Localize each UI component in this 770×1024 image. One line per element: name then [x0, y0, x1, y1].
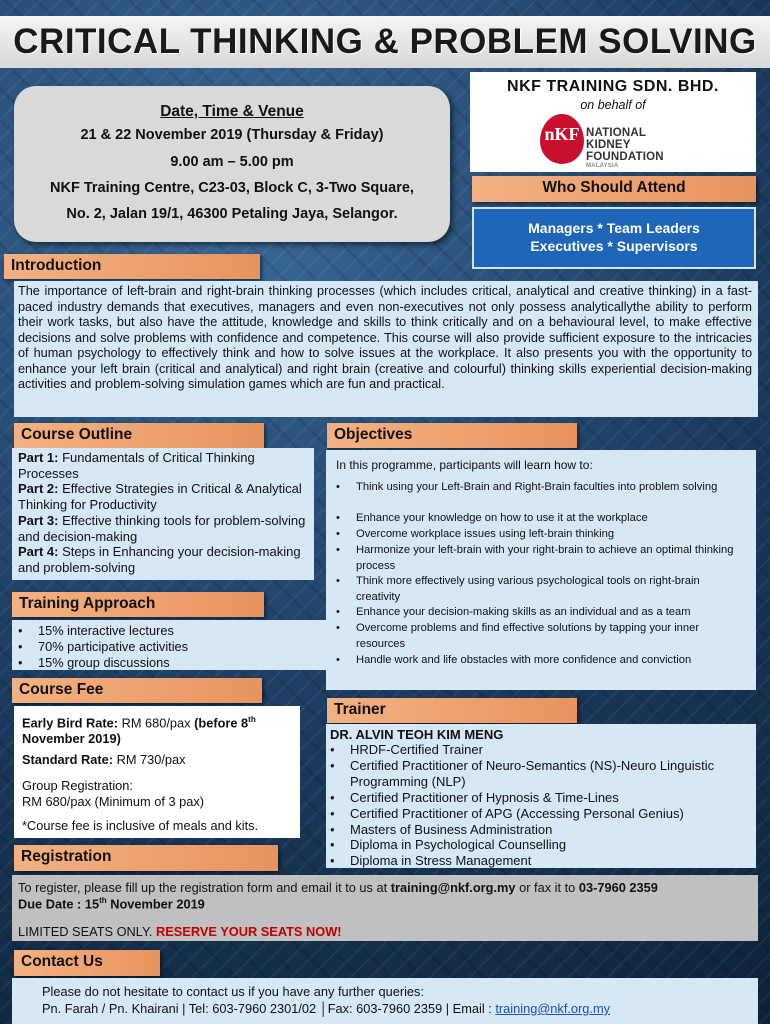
registration-heading: Registration [14, 845, 278, 871]
fee-group-value: RM 680/pax (Minimum of 3 pax) [22, 794, 205, 809]
trainer-name: DR. ALVIN TEOH KIM MENG [330, 727, 504, 742]
outline-part-text: Fundamentals of Critical Thinking Processes [18, 450, 255, 481]
venue-place-line1: NKF Training Centre, C23-03, Block C, 3-Two Square, [50, 180, 414, 196]
venue-dates: 21 & 22 November 2019 (Thursday & Friday) [80, 127, 384, 143]
fee-heading: Course Fee [12, 678, 262, 703]
who-line1: Managers * Team Leaders [528, 220, 700, 236]
outline-heading: Course Outline [14, 423, 264, 448]
contact-line2: Pn. Farah / Pn. Khairani | Tel: 603-7960 2301/02 │Fax: 603-7960 2359 | Email : training@nkf.org.my [42, 1001, 611, 1016]
venue-time: 9.00 am – 5.00 pm [170, 154, 294, 170]
introduction-text: The importance of left-brain and right-brain thinking processes (which includes critical, analytical and creative thinking) in a fast-paced industry demands that executives, managers and even non-executives not only possess analyticallythe ability to perform their work tasks, but also have the attitude, knowledge and skills to think critically and on a behavioural level, to make effective decisions and solve problems with confidence and competence. This course will also provide sufficient exposure to the intricacies of human psychology to effectively think and how to solve issues at the workplace. It also presents you with the opportunity to enhance your left brain (critical and analytical) and right brain (creative and colourful) thinking skills experiential decision-making activities and problem-solving simulation games which are fun and practical. [18, 284, 752, 391]
trainer-heading: Trainer [327, 698, 577, 723]
outline-part-1 [18, 450, 310, 481]
page-title: CRITICAL THINKING & PROBLEM SOLVING [13, 22, 757, 61]
foundation-line3: FOUNDATION [586, 151, 664, 163]
fee-standard: Standard Rate: RM 730/pax [22, 752, 186, 767]
foundation-line1: NATIONAL [586, 127, 647, 139]
outline-part-4 [18, 544, 310, 575]
fee-group-label: Group Registration: [22, 778, 133, 793]
fee-early-bird: Early Bird Rate: RM 680/pax (before 8th November 2019) [22, 715, 256, 747]
objectives-heading: Objectives [327, 423, 577, 448]
nkf-logo-text: nKF [544, 124, 580, 144]
registration-instructions: To register, please fill up the registration form and email it to us at training@nkf.org.my or fax it to 03-7960 2359 [18, 880, 658, 895]
organizer-behalf: on behalf of [580, 98, 646, 112]
registration-limited: LIMITED SEATS ONLY. RESERVE YOUR SEATS NOW! [18, 924, 342, 939]
outline-part-label: Part 2: [18, 481, 59, 496]
outline-part-2 [18, 481, 310, 512]
foundation-line2: KIDNEY [586, 139, 631, 151]
who-heading: Who Should Attend [472, 176, 756, 202]
outline-part-label: Part 1: [18, 450, 59, 465]
contact-heading: Contact Us [14, 950, 160, 976]
registration-email[interactable]: training@nkf.org.my [390, 880, 516, 895]
introduction-heading: Introduction [4, 254, 260, 279]
outline-part-text: Effective thinking tools for problem-solving and decision-making [18, 513, 306, 544]
foundation-country: MALAYSIA [586, 163, 619, 169]
outline-part-label: Part 4: [18, 544, 59, 559]
registration-due-date: Due Date : 15th November 2019 [18, 896, 205, 912]
fee-footnote: *Course fee is inclusive of meals and kits. [22, 818, 259, 833]
venue-place-line2: No. 2, Jalan 19/1, 46300 Petaling Jaya, Selangor. [66, 206, 398, 222]
contact-email-link[interactable]: training@nkf.org.my [495, 1001, 611, 1016]
venue-heading: Date, Time & Venue [160, 103, 304, 120]
organizer-name: NKF TRAINING SDN. BHD. [507, 78, 719, 95]
registration-fax: 03-7960 2359 [578, 880, 658, 895]
outline-part-3 [18, 513, 310, 544]
who-line2: Executives * Supervisors [530, 238, 698, 254]
outline-part-text: Effective Strategies in Critical & Analytical Thinking for Productivity [18, 481, 302, 512]
outline-part-label: Part 3: [18, 513, 59, 528]
approach-heading: Training Approach [12, 592, 264, 617]
outline-part-text: Steps in Enhancing your decision-making and problem-solving [18, 544, 301, 575]
reserve-now-text: RESERVE YOUR SEATS NOW! [155, 924, 342, 939]
contact-line1: Please do not hesitate to contact us if you have any further queries: [42, 984, 425, 999]
objectives-intro: In this programme, participants will learn how to: [336, 458, 593, 472]
